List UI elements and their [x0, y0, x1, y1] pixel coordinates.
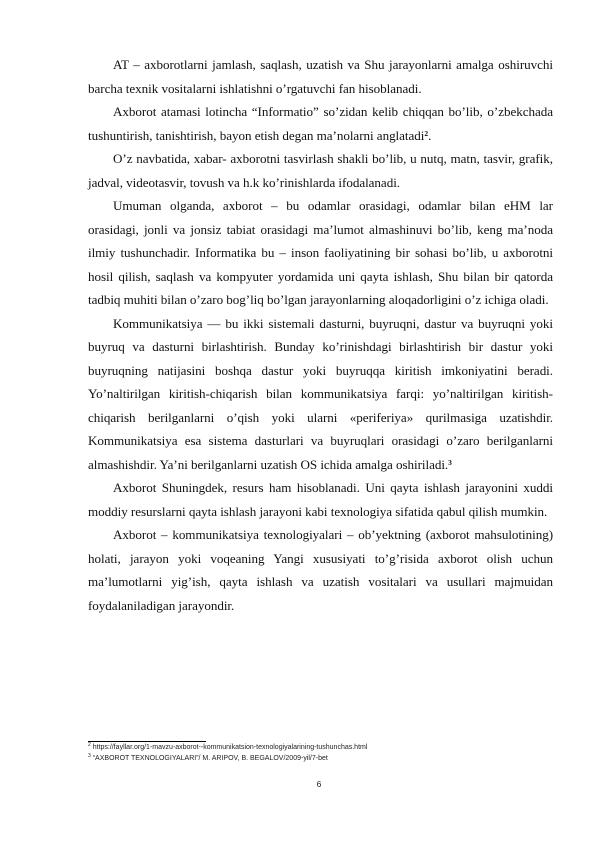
- paragraph-kommunikatsiya: [88, 312, 553, 477]
- footnote-3: [88, 754, 558, 765]
- footnote-mark: 3: [88, 752, 91, 759]
- paragraph-text: Axborot – kommunikatsiya texnologiyalari – ob’yektning (axborot mahsulotining) holati, jarayon yoki voqeaning Yangi xususiyati to’g’risida axborot olish uchun ma’lumotlarni yig’ish, qayta ishlash va uzatish vositalari va usullari majmuidan foydalaniladigan jarayondir.: [88, 527, 553, 613]
- paragraph-text: Kommunikatsiya — bu ikki sistemali dasturni, buyruqni, dastur va buyruqni yoki buyruq va dasturni birlashtirish. Bunday ko’rinishdagi birlashtirish bir dastur yoki buyruqning natijasini boshqa dastur yoki buyruqqa kiritish imkoniyatini beradi. Yo’naltirilgan kiritish-chiqarish bilan kommunikatsiya farqi: yo’naltirilgan kiritish-chiqarish berilganlarni o’qish yoki ularni «periferiya» qurilmasiga uzatishdir. Kommunikatsiya esa sistema dasturlari va buyruqlari orasidagi o’zaro berilganlarni almashishdir. Ya’ni berilganlarni uzatish OS ichida amalga oshiriladi.: [88, 315, 553, 472]
- footnote-2: [88, 743, 558, 754]
- paragraph-text: Axborot atamasi lotincha “Informatio” so’zidan kelib chiqqan bo’lib, o’zbekchada tushuntirish, tanishtirish, bayon etish degan ma’nolarni anglatadi: [88, 104, 553, 143]
- paragraph-text-end: .: [428, 127, 432, 143]
- footnote-ref[interactable]: 2: [424, 128, 429, 138]
- paragraph-axborot-term: [88, 100, 553, 147]
- paragraph-akt: [88, 523, 553, 617]
- paragraph-text: Umuman olganda, axborot – bu odamlar orasidagi, odamlar bilan eHM lar orasidagi, jonli va jonsiz tabiat orasidagi ma’lumot almashinuvi bo’lib, keng ma’noda ilmiy tushunchadir. Informatika bu – inson faoliyatining bir sohasi bo’lib, u axborotni hosil qilish, saqlash va kompyuter yordamida uni qayta ishlash, Shu bilan bir qatorda tadbiq muhiti bilan o’zaro bog’liq bo’lgan jarayonlarning aloqadorligini o’z ichiga oladi.: [88, 198, 553, 307]
- footnote-divider: [88, 741, 206, 742]
- footnote-text[interactable]: https://fayllar.org/1-mavzu-axborot--kommunikatsion-texnologiyalarining-tushunchas.html: [90, 744, 368, 751]
- paragraph-at-definition: [88, 53, 553, 100]
- body-text: [88, 53, 553, 617]
- footnotes: [88, 743, 558, 764]
- footnote-text: “AXBOROT TEXNOLOGIYALARI”/ M. ARIPOV, B. BEGALOV/2009-yil/7-bet: [90, 754, 328, 762]
- page-number: 6: [316, 779, 322, 789]
- paragraph-umuman: [88, 194, 553, 312]
- footnote-mark: 2: [88, 742, 91, 748]
- paragraph-text: Axborot Shuningdek, resurs ham hisoblanadi. Uni qayta ishlash jarayonini xuddi moddiy resurslarni qayta ishlash jarayoni kabi texnologiya sifatida qabul qilish mumkin.: [88, 480, 553, 519]
- paragraph-text: O’z navbatida, xabar- axborotni tasvirlash shakli bo’lib, u nutq, matn, tasvir, grafik, jadval, videotasvir, tovush va h.k ko’rinishlarda ifodalanadi.: [88, 151, 553, 190]
- footnote-ref[interactable]: 3: [448, 457, 452, 467]
- paragraph-text: AT – axborotlarni jamlash, saqlash, uzatish va Shu jarayonlarni amalga oshiruvchi barcha texnik vositalarni ishlatishni o’rgatuvchi fan hisoblanadi.: [88, 57, 553, 96]
- paragraph-resurs: [88, 476, 553, 523]
- paragraph-xabar: [88, 147, 553, 194]
